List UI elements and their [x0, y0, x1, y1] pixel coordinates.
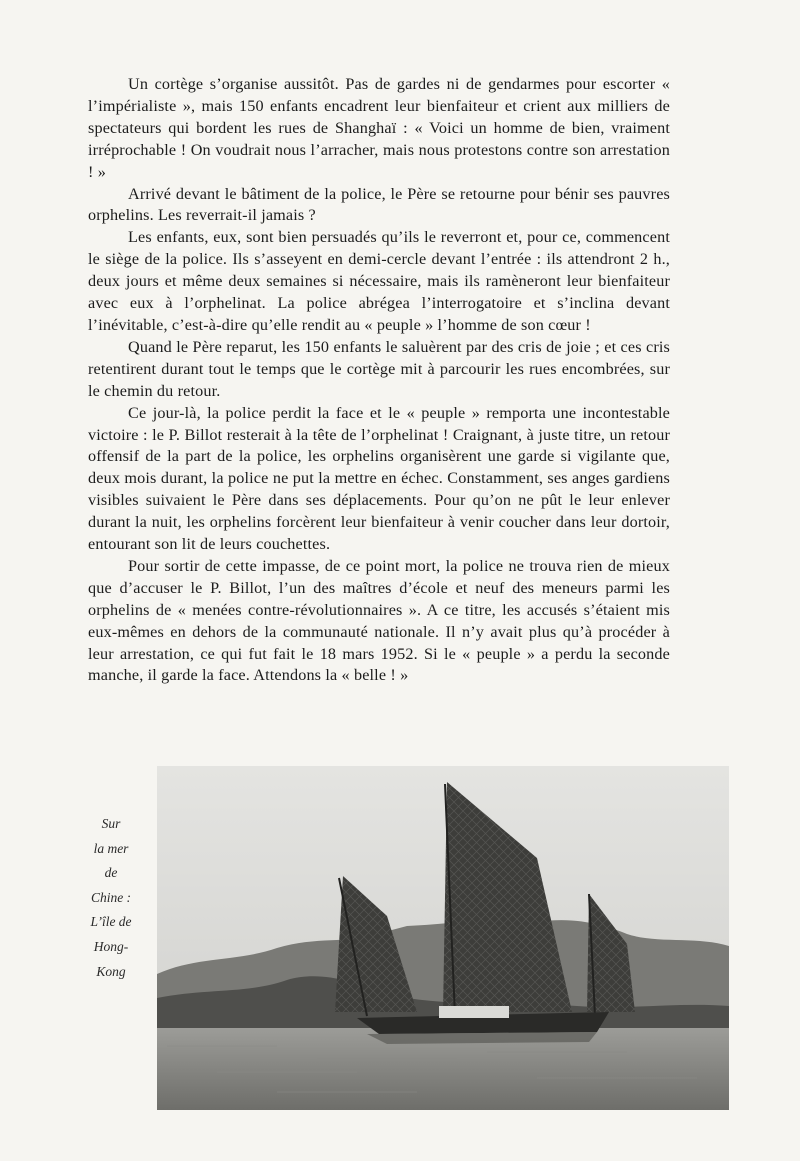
junk-boat-illustration — [157, 766, 729, 1110]
caption-line: L’île de — [90, 914, 132, 930]
photo-caption — [78, 812, 144, 984]
paragraph: Les enfants, eux, sont bien persuadés qu’ils le reverront et, pour ce, commencent le siège de la police. Ils s’asseyent en demi-cercle devant l’entrée : ils attendront 2 h., deux jours et même deux semaines si nécessaire, mais ils ramèneront leur bienfaiteur avec eux à l’orphelinat. La police abrégea l’interrogatoire et s’inclina devant l’inévitable, c’est-à-dire qu’elle rendit au « peuple » l’homme de son cœur ! — [88, 228, 670, 334]
paragraph: Pour sortir de cette impasse, de ce point mort, la police ne trouva rien de mieux que d’accuser le P. Billot, l’un des maîtres d’école et neuf des meneurs parmi les orphelins de « menées contre-révolutionnaires ». A ce titre, les accusés s’étaient mis eux-mêmes en dehors de la communauté nationale. Il n’y avait plus qu’à procéder à leur arrestation, ce qui fut fait le 18 mars 1952. Si le « peuple » a perdu la seconde manche, il garde la face. Attendons la « belle ! » — [88, 556, 670, 685]
body-text — [88, 74, 670, 687]
paragraph: Un cortège s’organise aussitôt. Pas de gardes ni de gendarmes pour escorter « l’impérialiste », mais 150 enfants encadrent leur bienfaiteur et crient aux milliers de spectateurs qui bordent les rues de Shanghaï : « Voici un homme de bien, vraiment irréprochable ! On voudrait nous l’arracher, mais nous protestons contre son arrestation ! » — [88, 75, 670, 181]
caption-line: la mer — [93, 840, 129, 856]
caption-line: Kong — [96, 963, 126, 979]
junk-boat-photo — [157, 766, 729, 1110]
caption-line: Hong- — [93, 938, 129, 954]
caption-line: Chine : — [90, 889, 132, 905]
deck-cabin — [439, 1006, 509, 1018]
paragraph: Ce jour-là, la police perdit la face et le « peuple » remporta une incontestable victoire : le P. Billot resterait à la tête de l’orphelinat ! Craignant, à juste titre, un retour offensif de la part de la police, les orphelins organisèrent une garde si vigilante que, deux mois durant, la police ne put la mettre en échec. Constamment, ses anges gardiens visibles suivaient le Père dans ses déplacements. Pour qu’on ne pût le leur enlever durant la nuit, les orphelins forcèrent leur bienfaiteur à venir coucher dans leur dortoir, entourant son lit de leurs couchettes. — [88, 403, 670, 554]
caption-line: Sur — [101, 816, 121, 831]
caption-line: de — [104, 865, 118, 881]
paragraph: Quand le Père reparut, les 150 enfants le saluèrent par des cris de joie ; et ces cris retentirent durant tout le temps que le cortège mit à parcourir les rues encombrées, sur le chemin du retour. — [88, 337, 670, 400]
hull-reflection — [367, 1032, 597, 1044]
paragraph: Arrivé devant le bâtiment de la police, le Père se retourne pour bénir ses pauvres orphelins. Les reverrait-il jamais ? — [88, 184, 670, 225]
